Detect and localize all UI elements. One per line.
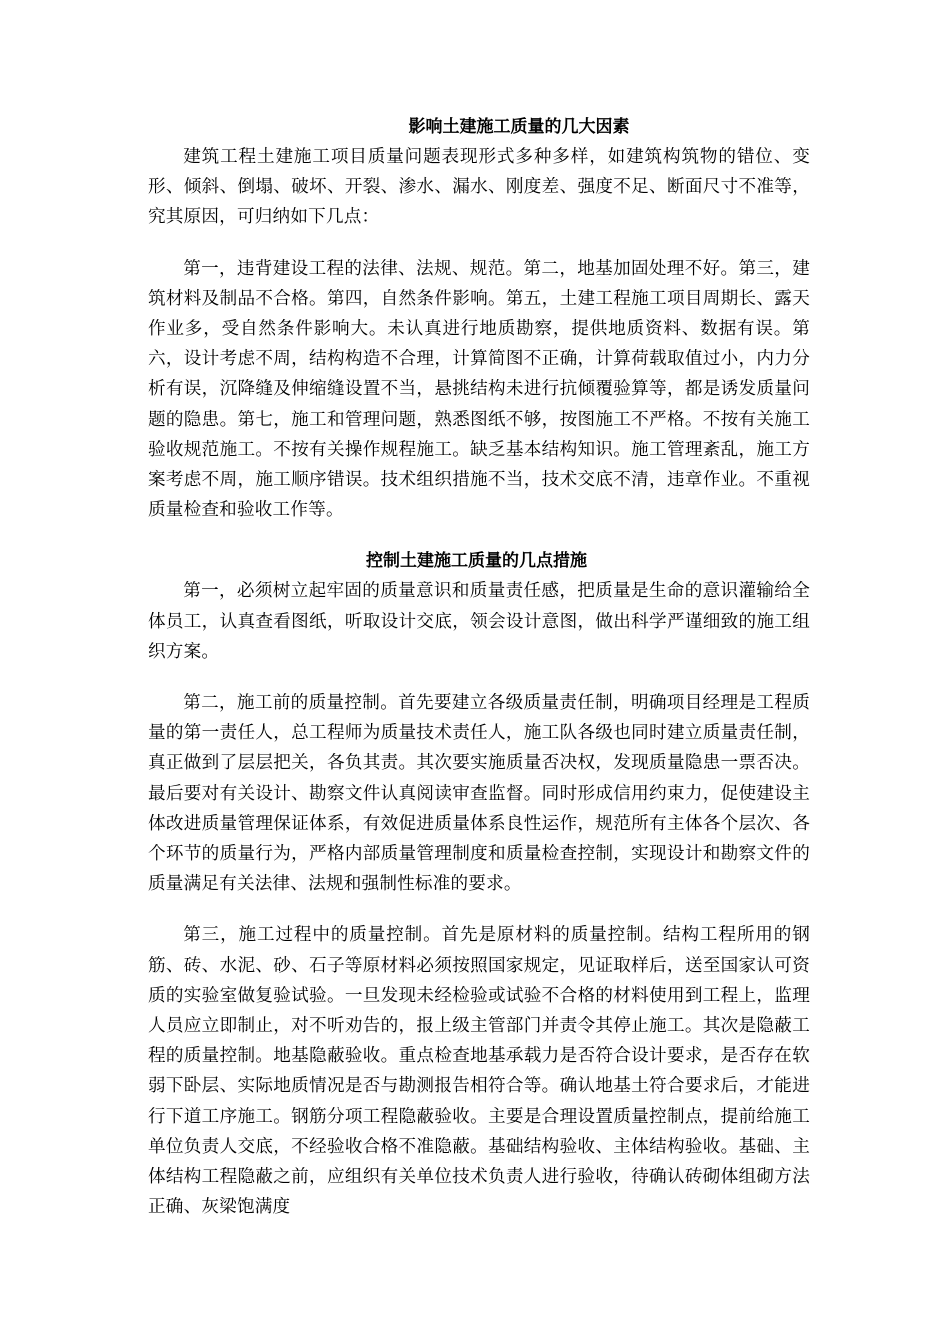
paragraph-gap bbox=[148, 667, 810, 688]
paragraph-factors-list: 第一，违背建设工程的法律、法规、规范。第二，地基加固处理不好。第三，建筑材料及制品不合格。第四，自然条件影响。第五，土建工程施工项目周期长、露天作业多，受自然条件影响大。未认真进行地质勘察，提供地质资料、数据有误。第六，设计考虑不周，结构构造不合理，计算简图不正确，计算荷载取值过小，内力分析有误，沉降缝及伸缩缝设置不当，悬挑结构未进行抗倾覆验算等，都是诱发质量问题的隐患。第七，施工和管理问题，熟悉图纸不够，按图施工不严格。不按有关施工验收规范施工。不按有关操作规程施工。缺乏基本结构知识。施工管理紊乱，施工方案考虑不周，施工顺序错误。技术组织措施不当，技术交底不清，违章作业。不重视质量检查和验收工作等。 bbox=[148, 258, 810, 521]
paragraph-gap bbox=[148, 899, 810, 920]
paragraph-measure-2: 第二，施工前的质量控制。首先要建立各级质量责任制，明确项目经理是工程质量的第一责任人，总工程师为质量技术责任人，施工队各级也同时建立质量责任制，真正做到了层层把关，各负其责。其次要实施质量否决权，发现质量隐患一票否决。最后要对有关设计、勘察文件认真阅读审查监督。同时形成信用约束力，促使建设主体改进质量管理保证体系，有效促进质量体系良性运作，规范所有主体各个层次、各个环节的质量行为，严格内部质量管理制度和质量检查控制，实现设计和勘察文件的质量满足有关法律、法规和强制性标准的要求。 bbox=[148, 693, 810, 895]
paragraph-gap bbox=[148, 525, 810, 546]
document-body bbox=[148, 112, 810, 1223]
paragraph-gap bbox=[148, 233, 810, 254]
section-title-measures: 控制土建施工质量的几点措施 bbox=[366, 551, 587, 572]
paragraph-measure-1: 第一，必须树立起牢固的质量意识和质量责任感，把质量是生命的意识灌输给全体员工，认真查看图纸，听取设计交底，领会设计意图，做出科学严谨细致的施工组织方案。 bbox=[148, 581, 810, 662]
paragraph-measure-3: 第三，施工过程中的质量控制。首先是原材料的质量控制。结构工程所用的钢筋、砖、水泥、砂、石子等原材料必须按照国家规定，见证取样后，送至国家认可资质的实验室做复验试验。一旦发现未经检验或试验不合格的材料使用到工程上，监理人员应立即制止，对不听劝告的，报上级主管部门并责令其停止施工。其次是隐蔽工程的质量控制。地基隐蔽验收。重点检查地基承载力是否符合设计要求，是否存在软弱下卧层、实际地质情况是否与勘测报告相符合等。确认地基土符合要求后，才能进行下道工序施工。钢筋分项工程隐蔽验收。主要是合理设置质量控制点，提前给施工单位负责人交底，不经验收合格不准隐蔽。基础结构验收、主体结构验收。基础、主体结构工程隐蔽之前，应组织有关单位技术负责人进行验收，待确认砖砌体组砌方法正确、灰梁饱满度 bbox=[148, 925, 810, 1218]
paragraph-intro: 建筑工程土建施工项目质量问题表现形式多种多样，如建筑构筑物的错位、变形、倾斜、倒塌、破坏、开裂、渗水、漏水、刚度差、强度不足、断面尺寸不准等，究其原因，可归纳如下几点： bbox=[148, 147, 810, 228]
section-title-factors: 影响土建施工质量的几大因素 bbox=[408, 117, 630, 137]
